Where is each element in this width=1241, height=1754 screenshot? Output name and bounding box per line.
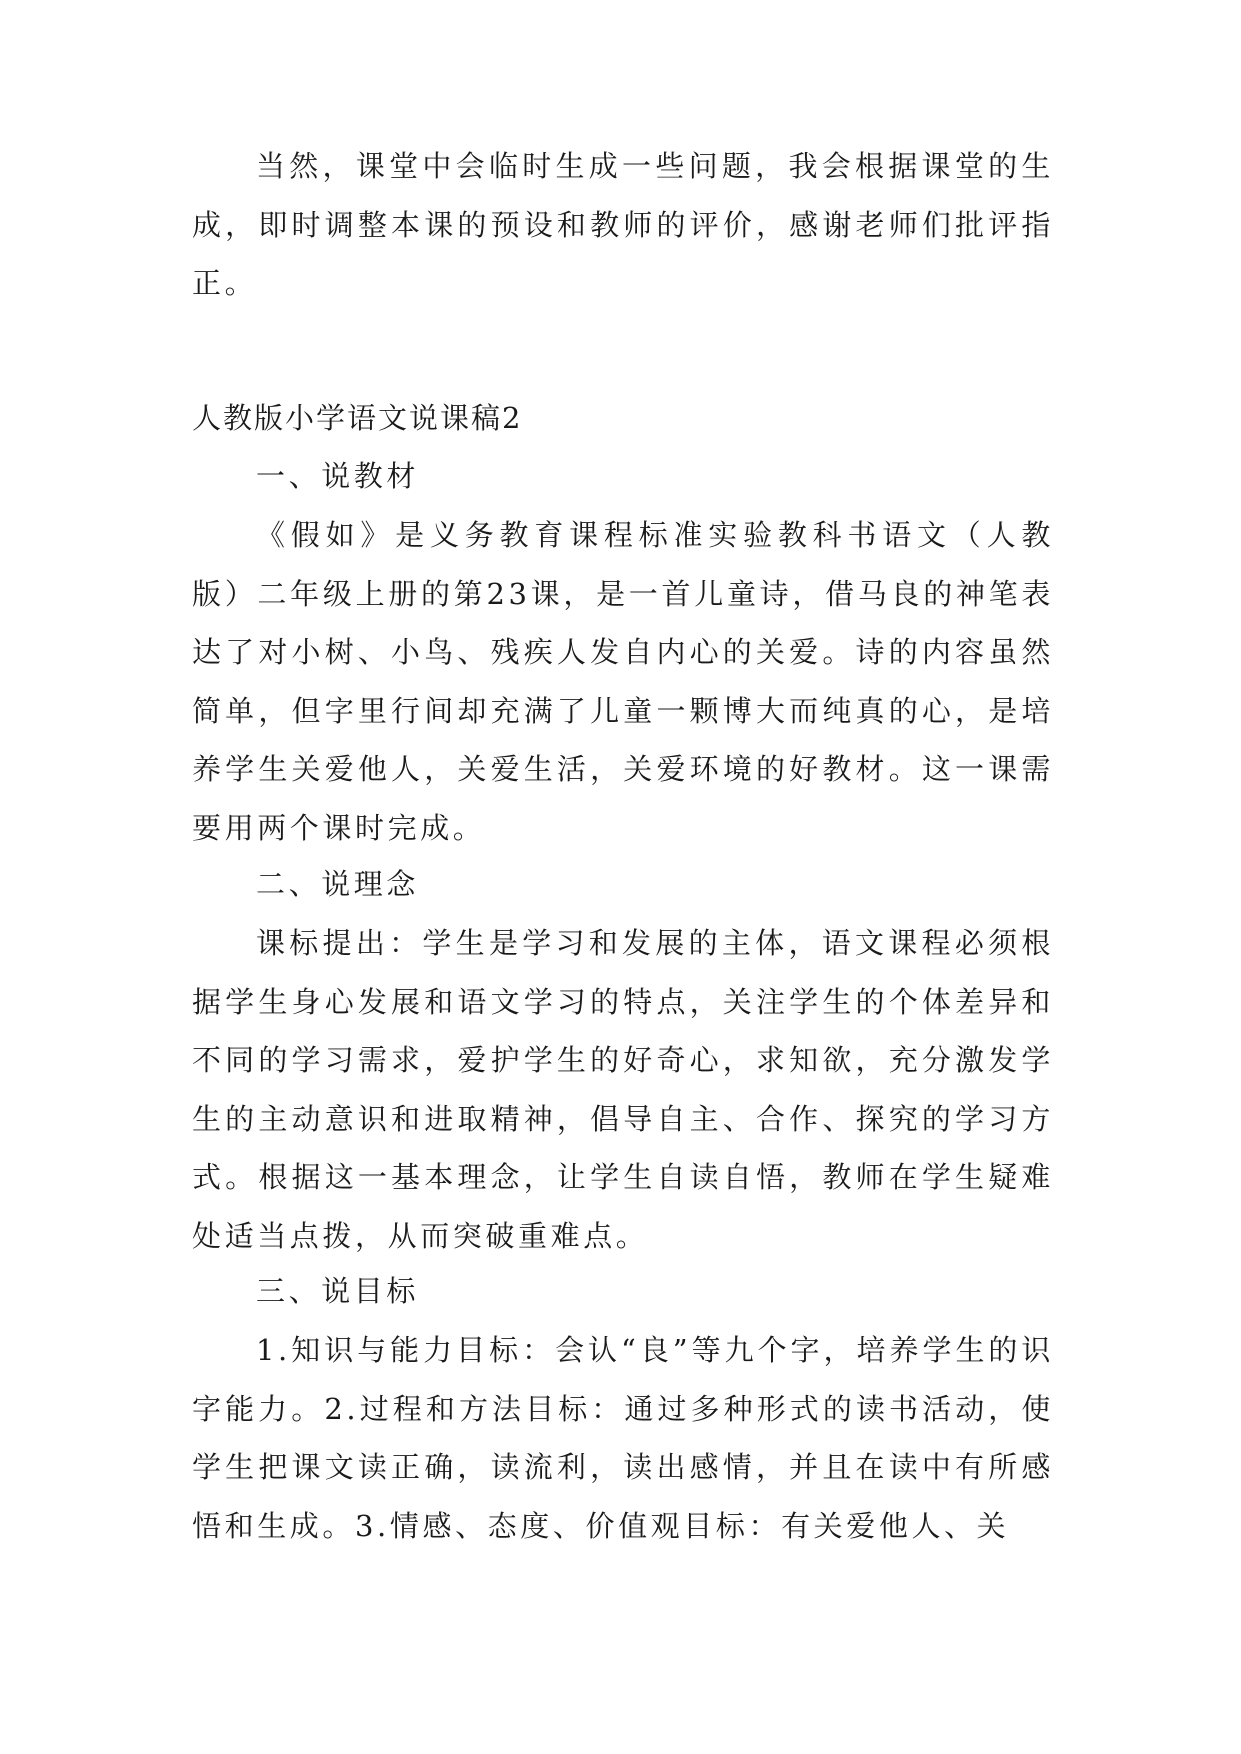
section-body-concept: 课标提出：学生是学习和发展的主体，语文课程必须根据学生身心发展和语文学习的特点，关注学生的个体差异和不同的学习需求，爱护学生的好奇心，求知欲，充分激发学生的主动意识和进取精神，倡导自主、合作、探究的学习方式。根据这一基本理念，让学生自读自悟，教师在学生疑难处适当点拨，从而突破重难点。 xyxy=(192,926,1054,1253)
section-body-textbook: 《假如》是义务教育课程标准实验教科书语文（人教版）二年级上册的第23课，是一首儿童诗，借马良的神笔表达了对小树、小鸟、残疾人发自内心的关爱。诗的内容虽然简单，但字里行间却充满了儿童一颗博大而纯真的心，是培养学生关爱他人，关爱生活，关爱环境的好教材。这一课需要用两个课时完成。 xyxy=(192,518,1054,845)
section-body-goals: 1.知识与能力目标：会认“良”等九个字，培养学生的识字能力。2.过程和方法目标：通过多种形式的读书活动，使学生把课文读正确，读流利，读出感情，并且在读中有所感悟和生成。3.情感、态度、价值观目标：有关爱他人、关 xyxy=(192,1333,1054,1543)
section-heading-textbook: 一、说教材 xyxy=(256,459,420,493)
intro-paragraph: 当然，课堂中会临时生成一些问题，我会根据课堂的生成，即时调整本课的预设和教师的评价，感谢老师们批评指正。 xyxy=(192,149,1054,300)
section-heading-goals: 三、说目标 xyxy=(256,1274,420,1308)
document-title: 人教版小学语文说课稿2 xyxy=(192,401,523,435)
section-heading-concept: 二、说理念 xyxy=(256,867,420,901)
